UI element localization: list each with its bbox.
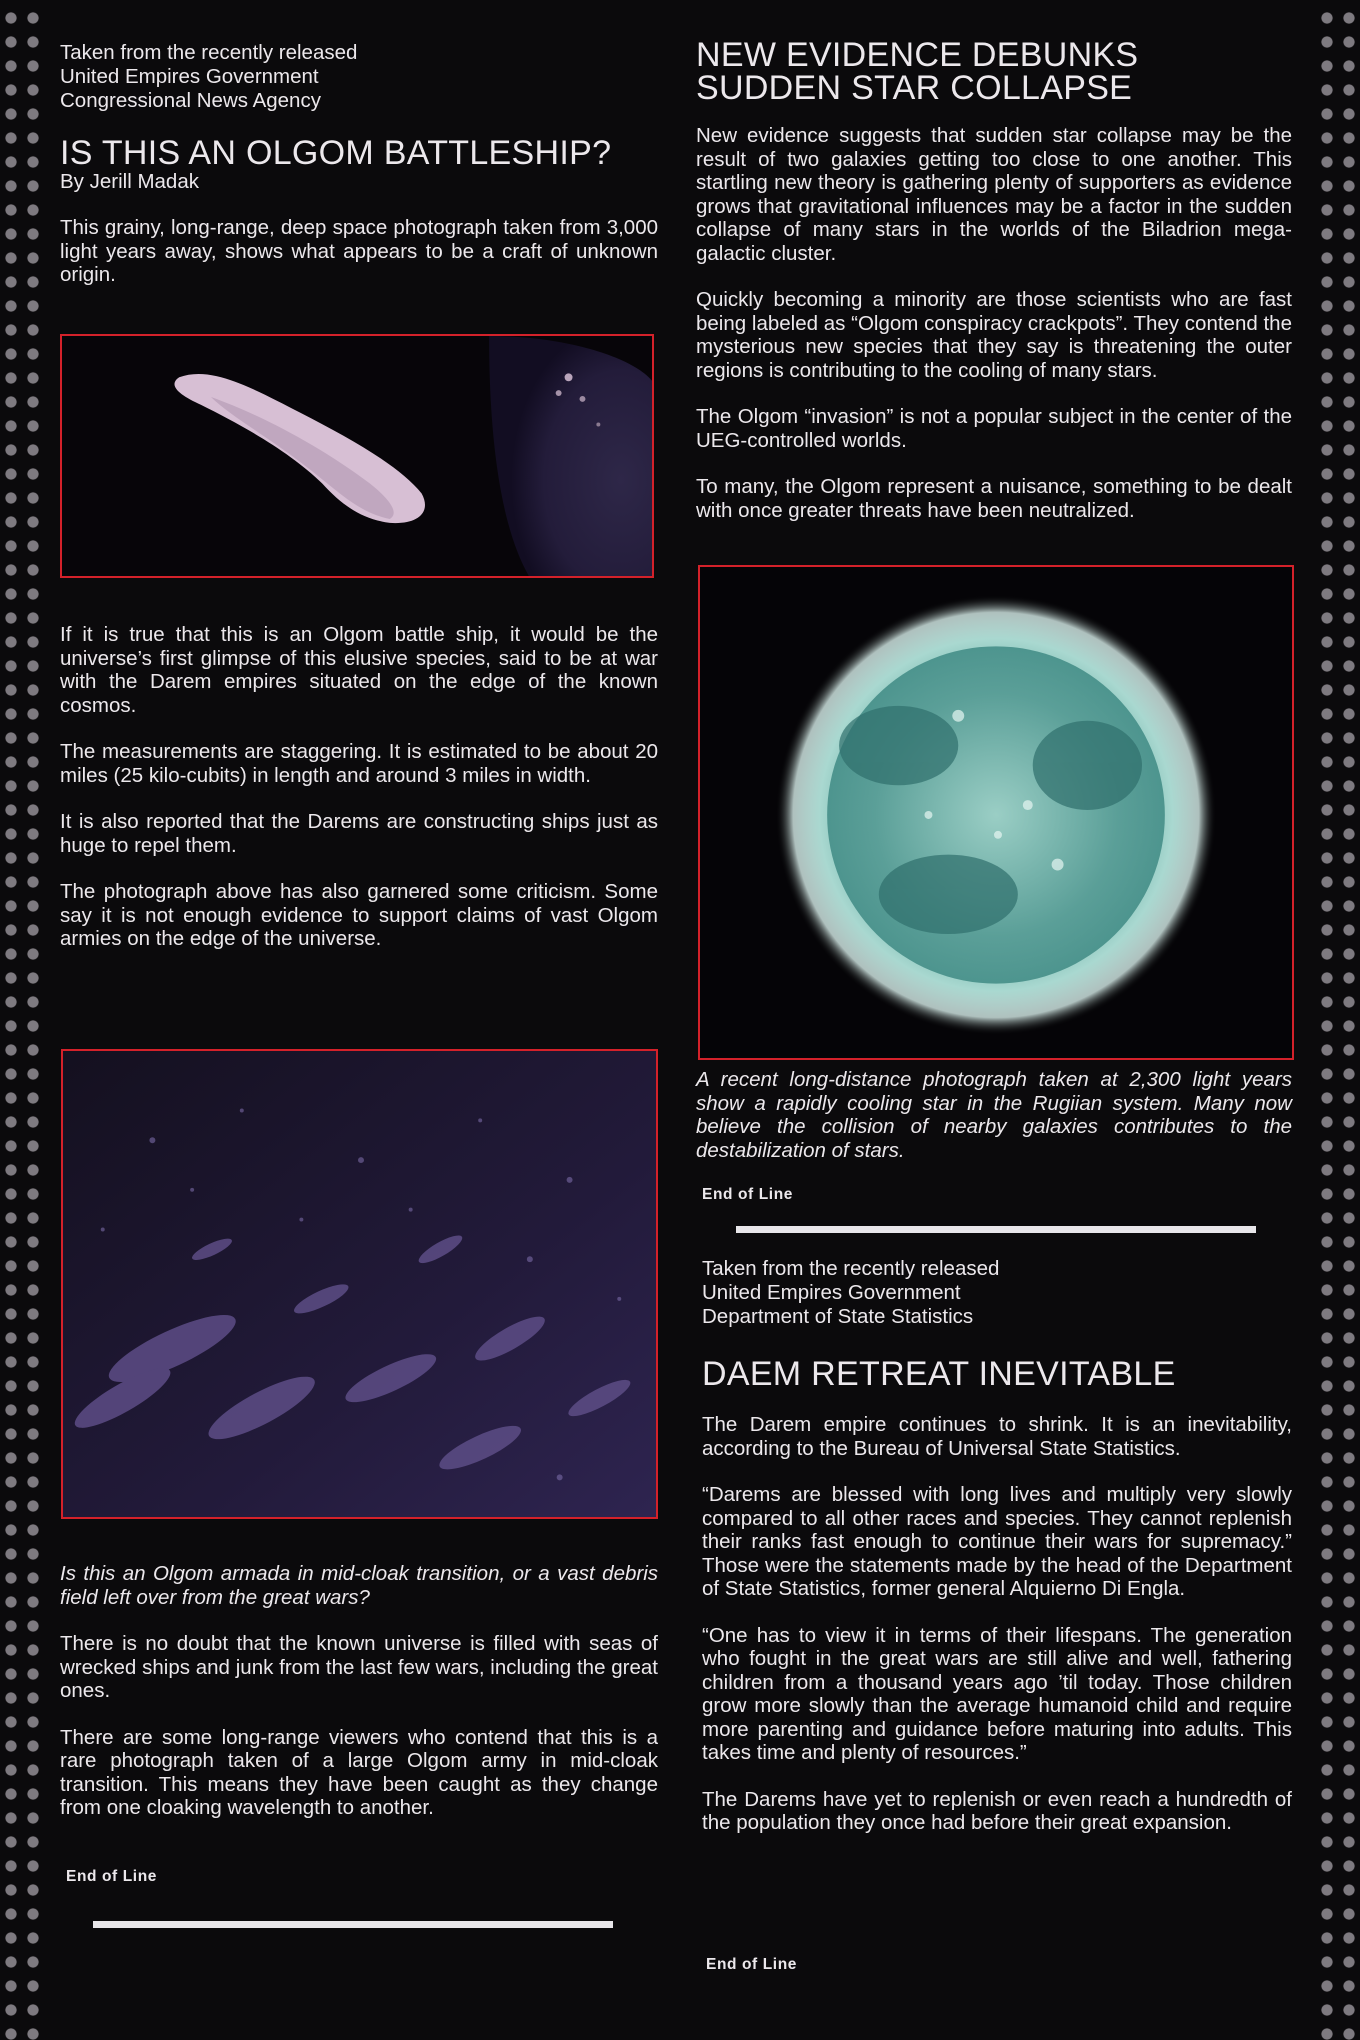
paragraph: There is no doubt that the known universe is filled with seas of wrecked ships and junk from the last few wars, including the great ones. xyxy=(60,1632,658,1702)
paragraph: If it is true that this is an Olgom battle ship, it would be the universe’s first glimpse of this elusive species, said to be at war with the Darem empires situated on the edge of the known cosmos. xyxy=(60,623,658,717)
right-body-2 xyxy=(702,1413,1292,1835)
paragraph: The photograph above has also garnered some criticism. Some say it is not enough evidence to support claims of vast Olgom armies on the edge of the universe. xyxy=(60,880,658,950)
paragraph: The Darem empire continues to shrink. It is an inevitability, according to the Bureau of Universal State Statistics. xyxy=(702,1413,1292,1460)
byline: By Jerill Madak xyxy=(60,170,199,193)
end-of-line-rule xyxy=(93,1921,613,1928)
right-dot-border xyxy=(1316,0,1360,2040)
cooling-star-photo xyxy=(698,565,1294,1060)
headline-olgom-battleship: IS THIS AN OLGOM BATTLESHIP? xyxy=(60,134,612,172)
star-caption: A recent long-distance photograph taken at 2,300 light years show a rapidly cooling star in the Rugiian system. Many now believe the collision of nearby galaxies contributes to the destabilization of stars. xyxy=(696,1068,1292,1162)
end-of-line: End of Line xyxy=(706,1956,797,1973)
headline-daem-retreat: DAEM RETREAT INEVITABLE xyxy=(702,1355,1176,1393)
left-body-2 xyxy=(60,1562,658,1820)
paragraph: Quickly becoming a minority are those scientists who are fast being labeled as “Olgom conspiracy crackpots”. They contend the mysterious new species that they say is threatening the outer regions is contributing to the cooling of many stars. xyxy=(696,288,1292,382)
armada-photo xyxy=(61,1049,658,1519)
paragraph: The Darems have yet to replenish or even reach a hundredth of the population they once had before their great expansion. xyxy=(702,1787,1292,1834)
battleship-photo xyxy=(60,334,654,578)
headline-star-collapse: NEW EVIDENCE DEBUNKS SUDDEN STAR COLLAPSE xyxy=(696,36,1139,107)
end-of-line-rule xyxy=(736,1226,1256,1233)
paragraph: There are some long-range viewers who contend that this is a rare photograph taken of a large Olgom army in mid-cloak transition. This means they have been caught as they change from one cloaking wavelength to another. xyxy=(60,1725,658,1819)
paragraph: New evidence suggests that sudden star collapse may be the result of two galaxies getting too close to one another. This startling new theory is gathering plenty of supporters as evidence grows that gravitational influences may be a factor in the sudden collapse of many stars in the worlds of the Biladrion mega-galactic cluster. xyxy=(696,124,1292,265)
left-body xyxy=(60,623,658,951)
paragraph: The measurements are staggering. It is estimated to be about 20 miles (25 kilo-cubits) in length and around 3 miles in width. xyxy=(60,740,658,787)
paragraph: The Olgom “invasion” is not a popular subject in the center of the UEG-controlled worlds. xyxy=(696,405,1292,452)
end-of-line: End of Line xyxy=(66,1868,157,1885)
left-dot-border xyxy=(0,0,44,2040)
paragraph: It is also reported that the Darems are constructing ships just as huge to repel them. xyxy=(60,810,658,857)
end-of-line: End of Line xyxy=(702,1186,793,1203)
source-credit: Taken from the recently released United Empires Government Department of State Statistics xyxy=(702,1257,1000,1328)
right-body xyxy=(696,124,1292,522)
paragraph: “Darems are blessed with long lives and multiply very slowly compared to all other races and species. They cannot replenish their ranks fast enough to continue their wars for supremacy.” Those were the statements made by the head of the Department of State Statistics, former general Alquierno Di Engla. xyxy=(702,1483,1292,1600)
paragraph: To many, the Olgom represent a nuisance, something to be dealt with once greater threats have been neutralized. xyxy=(696,475,1292,522)
source-credit: Taken from the recently released United Empires Government Congressional News Agency xyxy=(60,41,358,112)
paragraph: “One has to view it in terms of their lifespans. The generation who fought in the great wars are still alive and well, fathering children from a thousand years ago ’til today. Those children grow more slowly than the average humanoid child and require more parenting and guidance before maturing into adults. This takes time and plenty of resources.” xyxy=(702,1623,1292,1764)
armada-caption: Is this an Olgom armada in mid-cloak transition, or a vast debris field left over from the great wars? xyxy=(60,1562,658,1609)
intro-paragraph: This grainy, long-range, deep space photograph taken from 3,000 light years away, shows what appears to be a craft of unknown origin. xyxy=(60,216,658,286)
